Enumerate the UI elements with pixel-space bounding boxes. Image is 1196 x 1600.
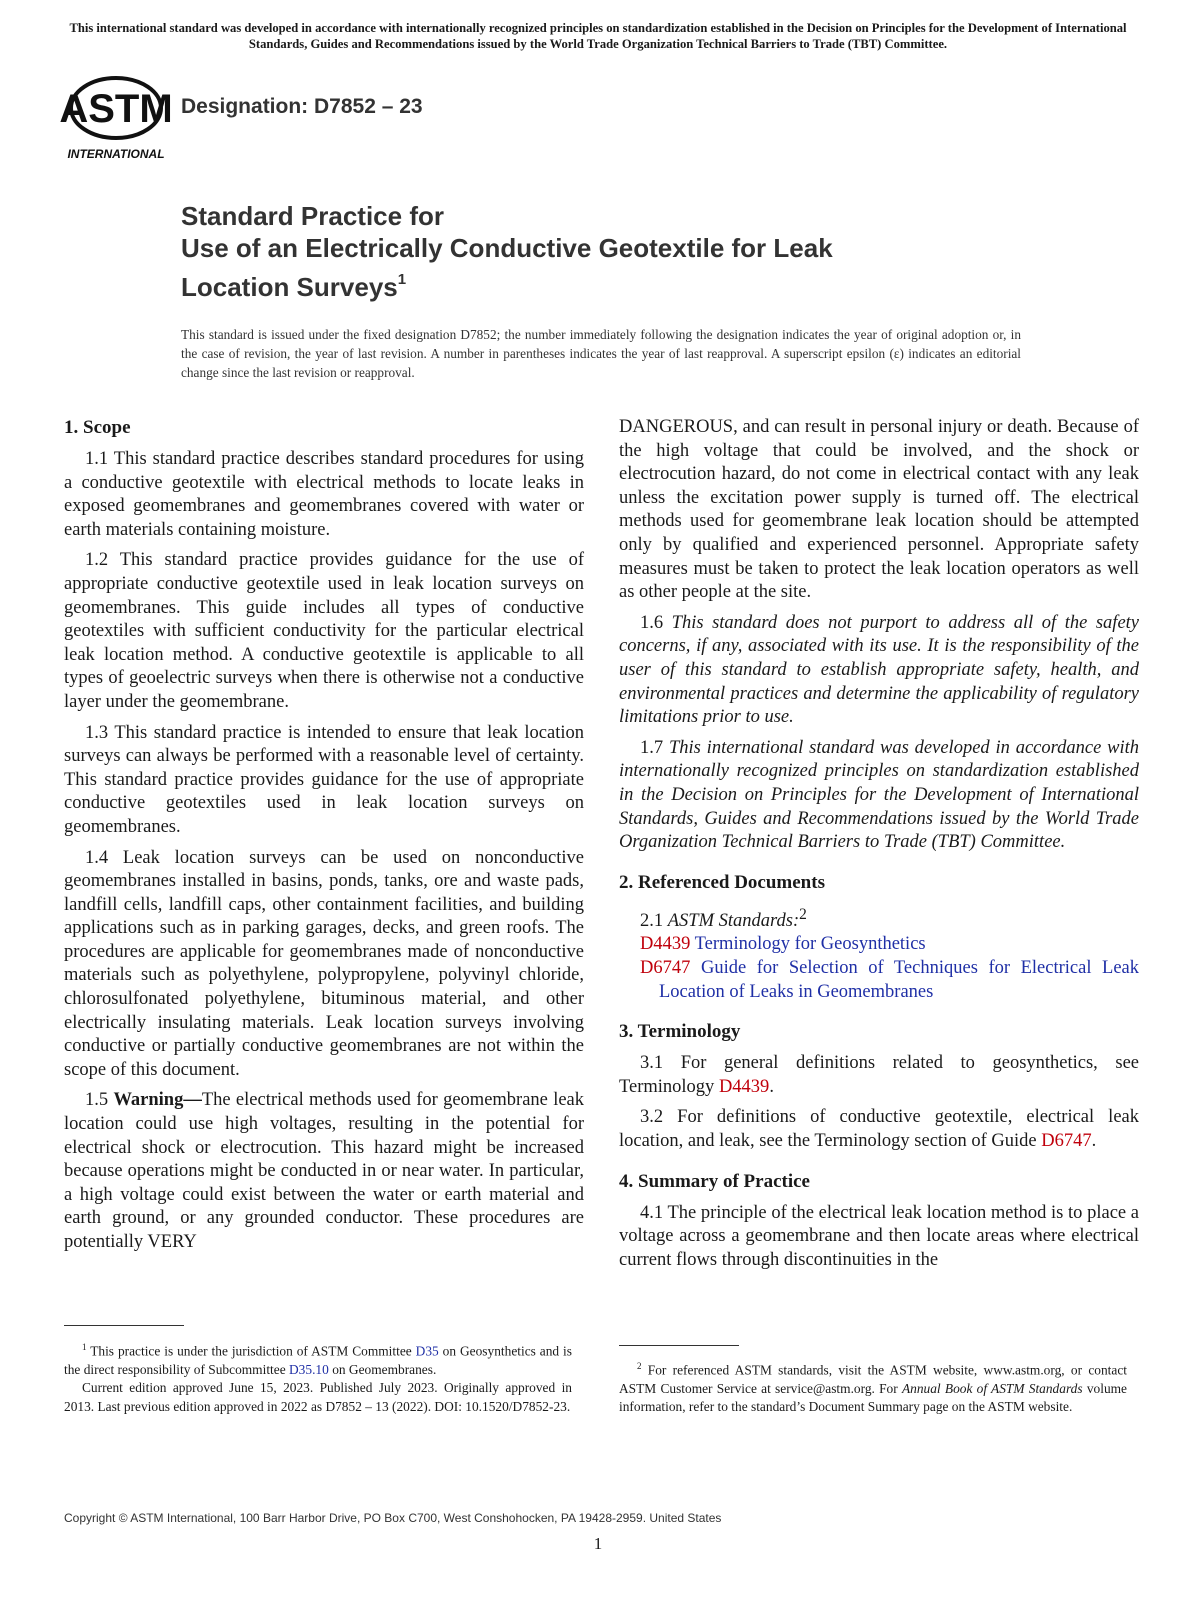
document-title — [181, 200, 1081, 303]
reference-title-link[interactable]: Terminology for Geosynthetics — [694, 934, 926, 955]
svg-text:ASTM: ASTM — [59, 87, 173, 131]
footnote-rule-right — [619, 1345, 739, 1346]
section-heading-scope: 1. Scope — [64, 417, 131, 438]
section-heading-summary: 4. Summary of Practice — [619, 1170, 810, 1192]
paragraph-1-3: 1.3 This standard practice is intended to ensure that leak location surveys can always be performed with a reasonable level of certainty. This standard practice provides guidance for the use of appropriate conductive geotextiles used in leak location surveys on geomembranes. — [64, 722, 584, 837]
copyright-line: Copyright © ASTM International, 100 Barr Harbor Drive, PO Box C700, West Conshohocken, PA 19428-2959. United States — [64, 1511, 722, 1525]
astm-logo — [59, 70, 173, 162]
reference-code-link[interactable]: D6747 — [640, 958, 691, 979]
paragraph-1-1: 1.1 This standard practice describes standard procedures for using a conductive geotextile with electrical methods to locate leaks in exposed geomembranes and geomembranes covered with water or earth materials containing moisture. — [64, 449, 584, 540]
link-d6747[interactable]: D6747 — [1041, 1131, 1092, 1151]
page-number: 1 — [593, 1534, 603, 1553]
paragraph-1-2: 1.2 This standard practice provides guidance for the use of appropriate conductive geotextile used in leak location surveys on geomembranes. This guide includes all types of conductive geotextiles with sufficient conductivity for the particular electrical leak location method. A conductive geotextile is applicable to all types of geoelectric surveys when there is otherwise not a conductive layer under the geomembrane. — [64, 550, 584, 712]
section-heading-terminology: 3. Terminology — [619, 1021, 741, 1043]
footnote-2: $^2$ For referenced ASTM standards, visit the ASTM website, www.astm.org, or contact ASTM Customer Service at service@astm.org. For Annual Book of ASTM Standards volume information, refer to the standard’s Document Summary page on the ASTM website. — [619, 1361, 1127, 1415]
right-column — [619, 416, 1139, 1279]
paragraph-1-6: 1.6 This standard does not purport to address all of the safety concerns, if any, associated with its use. It is the responsibility of the user of this standard to establish appropriate safety, health, and environmental practices and determine the applicability of regulatory limitations prior to use. — [619, 612, 1140, 728]
link-d35-10[interactable]: D35.10 — [289, 1361, 329, 1377]
paragraph-1-5-continued: DANGEROUS, and can result in personal injury or death. Because of the high voltage that could be involved, and the shock or electrocution hazard, do not come in electrical contact with any leak unless the excitation power supply is turned off. The electrical methods used for geomembrane leak location should be attempted only by qualified and experienced personnel. Appropriate safety measures must be taken to protect the leak location operators as well as other people at the site. — [619, 417, 1139, 603]
paragraph-1-7: 1.7 This international standard was developed in accordance with internationally recognized principles on standardization established in the Decision on Principles for the Development of International Standards, Guides and Recommendations issued by the World Trade Organization Technical Barriers to Trade (TBT) Committee. — [619, 737, 1140, 853]
paragraph-1-4: 1.4 Leak location surveys can be used on nonconductive geomembranes installed in basins, ponds, tanks, ore and waste pads, landfill cells, landfill caps, other containment facilities, and building applications such as in parking garages, decks, and green roofs. The procedures are applicable for geomembranes made of nonconductive materials such as polyethylene, polypropylene, polyvinyl chloride, chlorosulfonated polyethylene, bituminous material, and other electrically insulating materials. Leak location surveys involving conductive or partially conductive geomembranes are not within the scope of this document. — [64, 847, 584, 1080]
link-d4439[interactable]: D4439 — [718, 1076, 770, 1097]
reference-item-d4439[interactable] — [619, 933, 1139, 957]
footnote-rule-left — [64, 1325, 184, 1326]
title-line-2: Use of an Electrically Conductive Geotextile for Leak — [181, 233, 833, 263]
top-notice: This international standard was developed in accordance with internationally recognized principles on standardization established in the Decision on Principles for the Development of International Standards, Guides and Recommendations issued by the World Trade Organization Technical Barriers to Trade (TBT) Committee. — [69, 21, 1127, 51]
left-column — [64, 416, 584, 1262]
reference-title-link[interactable]: Guide for Selection of Techniques for Electrical Leak Location of Leaks in Geomembranes — [659, 958, 1140, 1002]
reference-item-d6747[interactable] — [619, 957, 1139, 1004]
paragraph-1-5: 1.5 Warning—The electrical methods used for geomembrane leak location could use high voltages, resulting in the potential for electrical shock or electrocution. This hazard might be increased because operations might be conducted in or near water. In particular, a high voltage could exist between the water or earth material and earth ground, or any grounded conductor. These procedures are potentially VERY — [64, 1090, 585, 1252]
title-line-3: Location Surveys$^1$ — [181, 271, 407, 302]
paragraph-3-2: 3.2 For definitions of conductive geotextile, electrical leak location, and leak, see the Terminology section of Guide D6747. — [619, 1107, 1139, 1151]
paragraph-4-1: 4.1 The principle of the electrical leak location method is to place a voltage across a geomembrane and then locate areas where electrical current flows through discontinuities in the — [619, 1202, 1139, 1270]
title-footnote-mark: 1 — [397, 271, 407, 288]
footnote-1: $^1$ This practice is under the jurisdiction of ASTM Committee D35 on Geosynthetics and is the direct responsibility of Subcommittee D35.10 on Geomembranes. Current edition approved June 15, 2023. Published July 2023. Originally approved in 2013. Last previous edition approved in 2022 as D7852 – 13 (2022). DOI: 10.1520/D7852-23. — [64, 1342, 572, 1414]
paragraph-2-1: 2.1 ASTM Standards:$^2$ — [640, 905, 807, 931]
designation: Designation: D7852 – 23 — [181, 95, 423, 118]
paragraph-3-1: 3.1 For general definitions related to geosynthetics, see Terminology D4439. — [619, 1053, 1139, 1097]
svg-text:INTERNATIONAL: INTERNATIONAL — [67, 147, 165, 161]
issued-note: This standard is issued under the fixed designation D7852; the number immediately following the designation indicates the year of original adoption or, in the case of revision, the year of last revision. A number in parentheses indicates the year of last reapproval. A superscript epsilon (ε) indicates an editorial change since the last revision or reapproval. — [181, 327, 1021, 380]
title-line-1: Standard Practice for — [181, 201, 444, 231]
section-heading-referenced-documents: 2. Referenced Documents — [619, 871, 825, 893]
warning-label: Warning— — [113, 1090, 202, 1111]
reference-code-link[interactable]: D4439 — [640, 934, 691, 955]
link-d35[interactable]: D35 — [415, 1343, 439, 1359]
